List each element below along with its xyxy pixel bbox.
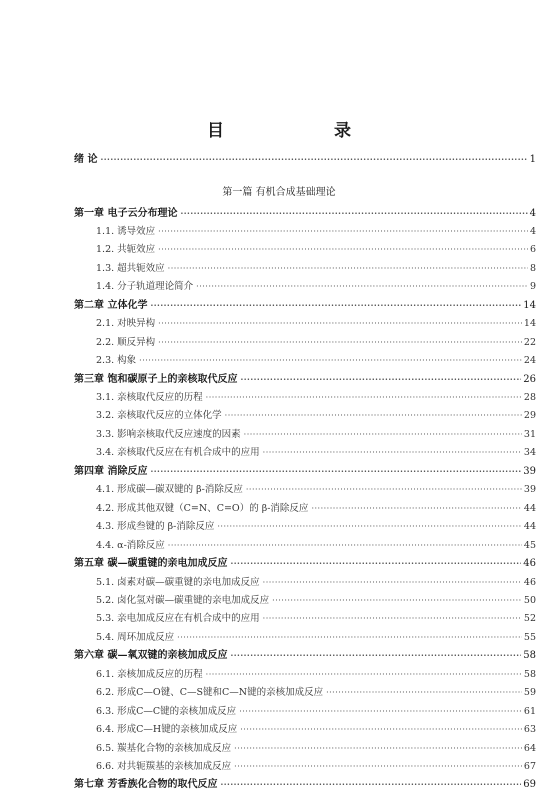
toc-section-entry bbox=[96, 445, 536, 460]
toc-page-number: 55 bbox=[523, 631, 536, 643]
dot-leader bbox=[311, 501, 521, 516]
dot-leader bbox=[230, 648, 521, 663]
toc-section-entry bbox=[96, 741, 536, 756]
toc-section-entry bbox=[96, 630, 536, 645]
toc-page-number: 59 bbox=[523, 687, 536, 699]
toc-entry-label: 3.1. 亲核取代反应的历程 bbox=[96, 392, 203, 403]
toc-page-number: 50 bbox=[523, 594, 536, 606]
toc-page-number: 24 bbox=[523, 355, 536, 367]
page-title: 目 录 bbox=[207, 121, 403, 141]
toc-entry-label: 第四章 消除反应 bbox=[74, 465, 148, 477]
toc-page-number: 29 bbox=[523, 410, 536, 422]
toc-page-number: 8 bbox=[529, 262, 536, 274]
toc-section-entry bbox=[96, 279, 536, 294]
dot-leader bbox=[230, 556, 521, 571]
toc-section-entry bbox=[96, 335, 536, 350]
toc-page-number: 6 bbox=[529, 244, 536, 256]
toc-entry-label: 6.5. 羰基化合物的亲核加成反应 bbox=[96, 742, 232, 754]
dot-leader bbox=[220, 777, 521, 792]
toc-entry-label: 3.4. 亲核取代反应在有机合成中的应用 bbox=[96, 447, 260, 459]
toc-entry-label: 1.4. 分子轨道理论简介 bbox=[96, 281, 194, 293]
toc-page-number: 61 bbox=[523, 705, 536, 717]
toc-page-number: 58 bbox=[523, 668, 536, 680]
toc-entry-label: 第五章 碳—碳重键的亲电加成反应 bbox=[74, 558, 228, 570]
dot-leader bbox=[206, 667, 522, 682]
toc-section-entry bbox=[96, 593, 536, 608]
toc-page-number: 26 bbox=[523, 373, 536, 385]
dot-leader bbox=[240, 372, 521, 387]
toc-entry-label: 5.1. 卤素对碳—碳重键的亲电加成反应 bbox=[96, 576, 260, 588]
dot-leader bbox=[263, 575, 522, 590]
dot-leader bbox=[263, 445, 522, 460]
toc-page-number: 1 bbox=[529, 154, 536, 165]
toc-entry-label: 6.3. 形成C—C键的亲核加成反应 bbox=[96, 705, 237, 717]
toc-page-number: 31 bbox=[523, 428, 536, 440]
toc-section-entry bbox=[96, 316, 536, 331]
toc-entry-label: 4.2. 形成其他双键（C=N、C=O）的 β-消除反应 bbox=[96, 502, 309, 514]
toc-section-entry bbox=[96, 611, 536, 626]
toc-section-entry bbox=[96, 261, 536, 276]
toc-section-entry bbox=[96, 667, 536, 682]
toc-page-number: 4 bbox=[529, 225, 536, 237]
toc-chapter-entry bbox=[74, 777, 536, 792]
toc-section-entry bbox=[96, 722, 536, 737]
toc-page-number: 58 bbox=[523, 650, 536, 662]
toc-page-number: 69 bbox=[523, 779, 536, 791]
dot-leader bbox=[239, 704, 522, 719]
toc-entry-label: 2.2. 顺反异构 bbox=[96, 336, 156, 348]
toc-page-number: 45 bbox=[523, 539, 536, 551]
toc-entry-label: 4.3. 形成叁键的 β-消除反应 bbox=[96, 521, 215, 533]
dot-leader bbox=[168, 261, 528, 276]
dot-leader bbox=[158, 242, 528, 257]
toc-entry-label: 第六章 碳—氧双键的亲核加成反应 bbox=[74, 650, 228, 662]
toc-page-number: 14 bbox=[523, 299, 536, 311]
toc-chapter-entry bbox=[74, 152, 536, 167]
toc-page-number: 39 bbox=[523, 484, 536, 496]
toc-section-entry bbox=[96, 224, 536, 239]
toc-section-entry bbox=[96, 390, 536, 405]
toc-page-number: 9 bbox=[529, 281, 536, 293]
toc-entry-label: 2.3. 构象 bbox=[96, 355, 137, 367]
toc-chapter-entry bbox=[74, 372, 536, 387]
toc-chapter-entry bbox=[74, 464, 536, 479]
toc-section-entry bbox=[96, 501, 536, 516]
dot-leader bbox=[225, 408, 522, 423]
toc-section-entry bbox=[96, 353, 536, 368]
toc-entry-label: 5.2. 卤化氢对碳—碳重键的亲电加成反应 bbox=[96, 594, 270, 606]
toc-page-number: 22 bbox=[523, 336, 536, 348]
toc-entry-label: 4.1. 形成碳—碳双键的 β-消除反应 bbox=[96, 484, 243, 496]
toc-entry-label: 1.3. 超共轭效应 bbox=[96, 262, 165, 274]
dot-leader bbox=[150, 464, 521, 479]
toc-entry-label: 1.2. 共轭效应 bbox=[96, 244, 156, 256]
part-title: 第一篇 有机合成基础理论 bbox=[222, 187, 336, 198]
toc-entry-label: 6.1. 亲核加成反应的历程 bbox=[96, 668, 203, 680]
toc-page-number: 4 bbox=[529, 207, 536, 219]
toc-page-number: 52 bbox=[523, 613, 536, 625]
toc-entry-label: 4.4. α-消除反应 bbox=[96, 539, 165, 551]
toc-page-number: 39 bbox=[523, 465, 536, 477]
toc-entry-label: 5.4. 周环加成反应 bbox=[96, 631, 175, 643]
dot-leader bbox=[206, 390, 522, 405]
toc-entry-label: 6.6. 对共轭羰基的亲核加成反应 bbox=[96, 761, 232, 772]
toc-entry-label: 第二章 立体化学 bbox=[74, 299, 148, 311]
dot-leader bbox=[234, 759, 522, 774]
dot-leader bbox=[100, 152, 527, 167]
toc-entry-label: 6.4. 形成C—H键的亲核加成反应 bbox=[96, 724, 238, 736]
toc-section-entry bbox=[96, 538, 536, 553]
toc-section-entry bbox=[96, 408, 536, 423]
toc-entry-label: 第三章 饱和碳原子上的亲核取代反应 bbox=[74, 373, 238, 385]
toc-page-number: 64 bbox=[523, 742, 536, 754]
dot-leader bbox=[168, 538, 522, 553]
toc-section-entry bbox=[96, 704, 536, 719]
dot-leader bbox=[139, 353, 522, 368]
toc-section-entry bbox=[96, 759, 536, 774]
toc-chapter-entry bbox=[74, 556, 536, 571]
toc-entry-label: 3.2. 亲核取代反应的立体化学 bbox=[96, 410, 222, 422]
dot-leader bbox=[180, 206, 527, 221]
dot-leader bbox=[263, 611, 522, 626]
dot-leader bbox=[326, 685, 522, 700]
toc-section-entry bbox=[96, 427, 536, 442]
toc-section-entry bbox=[96, 482, 536, 497]
toc-entry-label: 第七章 芳香族化合物的取代反应 bbox=[74, 779, 218, 791]
toc-entry-label: 5.3. 亲电加成反应在有机合成中的应用 bbox=[96, 613, 260, 625]
dot-leader bbox=[240, 722, 522, 737]
dot-leader bbox=[158, 335, 522, 350]
toc-page-number: 63 bbox=[523, 724, 536, 736]
dot-leader bbox=[217, 519, 522, 534]
toc-entry-label: 3.3. 影响亲核取代反应速度的因素 bbox=[96, 428, 241, 440]
dot-leader bbox=[150, 298, 521, 313]
toc-chapter-entry bbox=[74, 206, 536, 221]
toc-page-number: 46 bbox=[523, 558, 536, 570]
toc-page-number: 44 bbox=[523, 502, 536, 514]
dot-leader bbox=[246, 482, 522, 497]
toc-page-number: 44 bbox=[523, 521, 536, 533]
toc-section-entry bbox=[96, 685, 536, 700]
dot-leader bbox=[272, 593, 522, 608]
dot-leader bbox=[234, 741, 522, 756]
toc-page-number: 28 bbox=[523, 392, 536, 403]
toc-entry-label: 第一章 电子云分布理论 bbox=[74, 207, 178, 219]
toc-entry-label: 绪 论 bbox=[74, 154, 98, 165]
toc-section-entry bbox=[96, 575, 536, 590]
dot-leader bbox=[158, 316, 522, 331]
toc-entry-label: 2.1. 对映异构 bbox=[96, 318, 156, 330]
toc-section-entry bbox=[96, 242, 536, 257]
toc-entry-label: 6.2. 形成C—O键、C—S键和C—N键的亲核加成反应 bbox=[96, 687, 324, 699]
dot-leader bbox=[196, 279, 528, 294]
dot-leader bbox=[244, 427, 522, 442]
toc-section-entry bbox=[96, 519, 536, 534]
dot-leader bbox=[177, 630, 522, 645]
toc-page-number: 46 bbox=[523, 576, 536, 588]
dot-leader bbox=[158, 224, 528, 239]
toc-entry-label: 1.1. 诱导效应 bbox=[96, 225, 156, 237]
toc-chapter-entry bbox=[74, 298, 536, 313]
toc-page-number: 34 bbox=[523, 447, 536, 459]
toc-page-number: 14 bbox=[523, 318, 536, 330]
toc-page-number: 67 bbox=[523, 761, 536, 772]
toc-chapter-entry bbox=[74, 648, 536, 663]
